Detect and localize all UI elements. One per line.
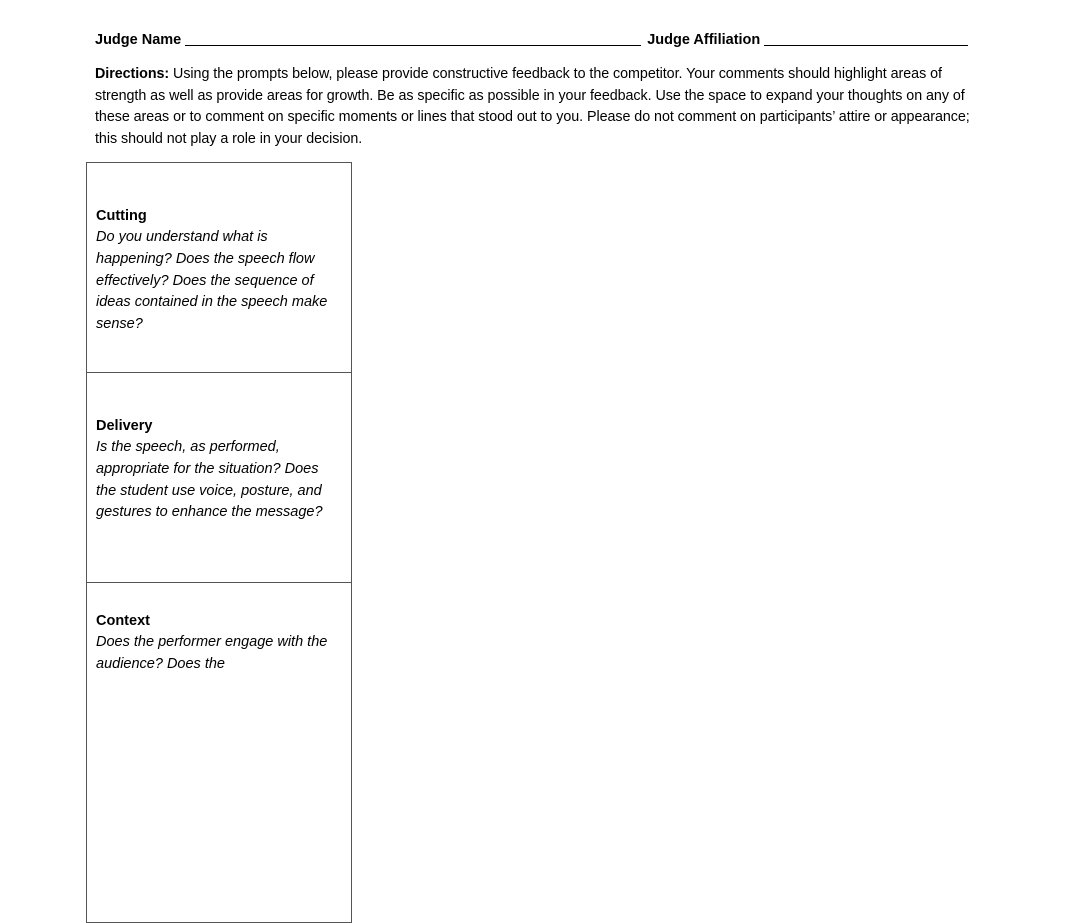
- criterion-row-delivery[interactable]: [87, 373, 351, 583]
- criterion-title: Context: [96, 613, 150, 629]
- criterion-prompt: Is the speech, as performed, appropriate for the situation? Does the student use voice, posture, and gestures to enhance the message?: [96, 439, 323, 521]
- judge-info-line: [95, 28, 980, 48]
- directions-text: Using the prompts below, please provide constructive feedback to the competitor. Your comments should highlight areas of strength as well as provide areas for growth. Be as specific as possible in your feedback. Use the space to expand your thoughts on any of these areas or to comment on specific moments or lines that stood out to you. Please do not comment on participants’ attire or appearance; this should not play a role in your decision.: [95, 66, 970, 147]
- criterion-prompt: Does the performer engage with the audience? Does the: [96, 634, 328, 672]
- directions-paragraph: [95, 64, 985, 150]
- judge-affiliation-field[interactable]: [764, 31, 968, 46]
- judge-name-field[interactable]: [185, 31, 641, 46]
- criterion-row-cutting[interactable]: [87, 163, 351, 373]
- criterion-title: Cutting: [96, 208, 147, 224]
- criterion-prompt: Do you understand what is happening? Does the speech flow effectively? Does the sequence of ideas contained in the speech make sense?: [96, 229, 328, 333]
- feedback-table: [86, 162, 352, 923]
- judge-affiliation-label: Judge Affiliation: [647, 32, 761, 48]
- judge-name-label: Judge Name: [95, 32, 182, 48]
- criterion-title: Delivery: [96, 418, 153, 434]
- criterion-row-context[interactable]: [87, 583, 351, 923]
- directions-lead: Directions:: [95, 66, 170, 82]
